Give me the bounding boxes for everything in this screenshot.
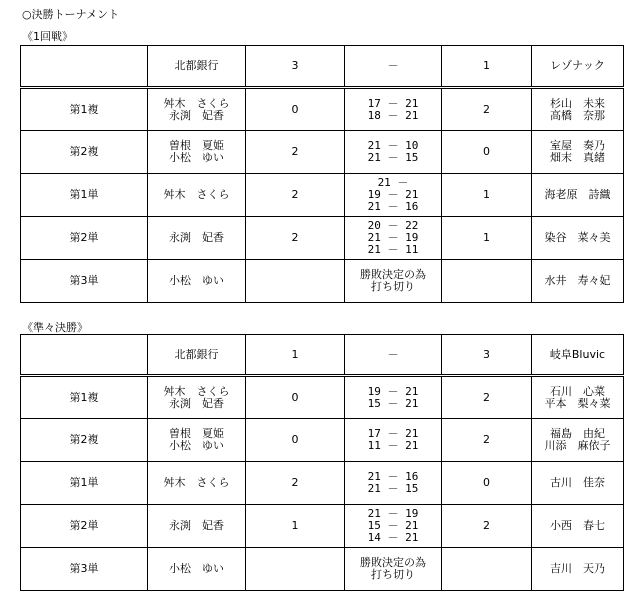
score-line: 21 － 19 [367,231,419,244]
score-line: 勝敗決定の為 [360,556,426,569]
team-b-result [442,548,532,591]
game-scores [345,376,442,419]
round-label: 《準々決勝》 [22,321,88,334]
players-b-line: 古川 佳奈 [550,476,605,489]
team-b-players [532,419,624,462]
score-line: 打ち切り [371,568,415,581]
header-blank-cell [21,335,148,376]
score-line: 21 － 16 [367,200,419,213]
team-a-players [148,376,246,419]
players-b-line: 川添 麻依子 [544,439,611,452]
team-a-players [148,548,246,591]
score-line: 21 － 15 [367,151,419,164]
team-b-result: 2 [442,419,532,462]
match-row [21,260,624,303]
players-a-line: 永渕 妃香 [169,396,224,410]
team-b-players [532,548,624,591]
players-a-line: 曽根 夏姫 [169,139,224,152]
game-scores [345,217,442,260]
players-a-line: 小松 ゆい [169,562,224,575]
team-a-result: 2 [246,217,345,260]
team-a-result: 2 [246,174,345,217]
team-a-result: 1 [246,505,345,548]
event-label: 第1単 [21,462,148,505]
team-a-players [148,88,246,131]
players-a-line: 小松 ゆい [169,439,224,452]
team-b-players [532,217,624,260]
team-b-result: 0 [442,462,532,505]
score-line: 19 － 21 [367,384,419,398]
team-b-result: 2 [442,505,532,548]
team-b-result: 1 [442,174,532,217]
team-b-wins: 1 [442,46,532,88]
players-a-line: 舛木 さくら [163,476,230,489]
players-a-line: 小松 ゆい [169,274,224,287]
team-b-result: 2 [442,376,532,419]
game-scores [345,88,442,131]
players-b-line: 室屋 奏乃 [550,139,605,152]
team-b-players [532,88,624,131]
players-b-line: 水井 寿々妃 [544,274,611,287]
players-b-line: 杉山 未来 [550,96,605,110]
players-a-line: 小松 ゆい [169,151,224,164]
match-row [21,174,624,217]
event-label: 第2単 [21,505,148,548]
team-a-result [246,548,345,591]
header-blank-cell [21,46,148,88]
team-b-result [442,260,532,303]
event-label: 第1単 [21,174,148,217]
players-b-line: 海老原 詩織 [544,188,611,201]
team-a-result: 2 [246,131,345,174]
team-a-wins: 3 [246,46,345,88]
team-a-players [148,260,246,303]
page-title: ○決勝トーナメント [22,8,120,21]
game-scores [345,131,442,174]
score-line: 21 － 11 [367,243,419,256]
players-b-line: 小西 春七 [550,519,605,532]
header-dash: － [345,335,442,376]
score-line: 17 － 21 [367,427,419,440]
score-line: 21 － 19 [367,507,419,520]
team-b-players [532,131,624,174]
team-a-result: 0 [246,419,345,462]
event-label: 第2複 [21,419,148,462]
team-b-result: 0 [442,131,532,174]
team-b-name: レゾナック [532,46,624,88]
players-b-line: 畑末 真緒 [550,151,605,164]
team-a-wins: 1 [246,335,345,376]
team-b-players [532,174,624,217]
match-row [21,419,624,462]
match-row [21,462,624,505]
team-a-players [148,174,246,217]
score-line: 15 － 21 [367,396,419,410]
team-a-name: 北都銀行 [148,46,246,88]
results-table [20,45,624,303]
round-label: 《1回戦》 [22,30,73,43]
team-b-name: 岐阜Bluvic [532,335,624,376]
players-b-line: 吉川 天乃 [550,562,605,575]
match-row [21,217,624,260]
game-scores [345,462,442,505]
team-a-result: 2 [246,462,345,505]
score-line: 21 － 10 [367,139,419,152]
players-a-line: 舛木 さくら [163,188,230,201]
score-line: 19 － 21 [367,188,419,201]
team-b-players [532,505,624,548]
score-line: 18 － 21 [367,108,419,122]
team-b-players [532,462,624,505]
match-row [21,548,624,591]
match-row [21,376,624,419]
score-line: 勝敗決定の為 [360,268,426,281]
players-a-line: 舛木 さくら [163,384,230,398]
team-a-players [148,217,246,260]
game-scores [345,174,442,217]
score-line: 21 － 16 [367,470,419,483]
match-row [21,505,624,548]
game-scores [345,419,442,462]
team-a-name: 北都銀行 [148,335,246,376]
event-label: 第2複 [21,131,148,174]
team-a-result: 0 [246,88,345,131]
score-line: 21 － [377,176,409,189]
match-row [21,88,624,131]
score-line: 15 － 21 [367,519,419,532]
team-b-result: 1 [442,217,532,260]
score-line: 20 － 22 [367,219,419,232]
game-scores [345,548,442,591]
score-line: 打ち切り [371,280,415,293]
players-b-line: 染谷 菜々美 [544,231,611,244]
team-b-result: 2 [442,88,532,131]
team-b-players [532,376,624,419]
players-a-line: 永渕 妃香 [169,108,224,122]
match-row [21,131,624,174]
score-line: 11 － 21 [367,439,419,452]
players-a-line: 永渕 妃香 [169,519,224,532]
event-label: 第3単 [21,548,148,591]
players-b-line: 高橋 奈那 [550,108,605,122]
team-a-result [246,260,345,303]
game-scores [345,260,442,303]
event-label: 第1複 [21,376,148,419]
score-line: 17 － 21 [367,96,419,110]
team-header-row [21,335,624,376]
players-b-line: 平本 梨々菜 [544,396,611,410]
team-b-players [532,260,624,303]
players-a-line: 舛木 さくら [163,96,230,110]
players-a-line: 曽根 夏姫 [169,427,224,440]
team-a-players [148,419,246,462]
event-label: 第1複 [21,88,148,131]
event-label: 第2単 [21,217,148,260]
results-table [20,334,624,591]
header-dash: － [345,46,442,88]
game-scores [345,505,442,548]
players-b-line: 石川 心菜 [550,384,605,398]
team-a-players [148,462,246,505]
team-header-row [21,46,624,88]
team-a-players [148,131,246,174]
team-a-result: 0 [246,376,345,419]
score-line: 21 － 15 [367,482,419,495]
team-b-wins: 3 [442,335,532,376]
team-a-players [148,505,246,548]
players-a-line: 永渕 妃香 [169,231,224,244]
players-b-line: 福島 由紀 [550,427,605,440]
event-label: 第3単 [21,260,148,303]
score-line: 14 － 21 [367,531,419,544]
